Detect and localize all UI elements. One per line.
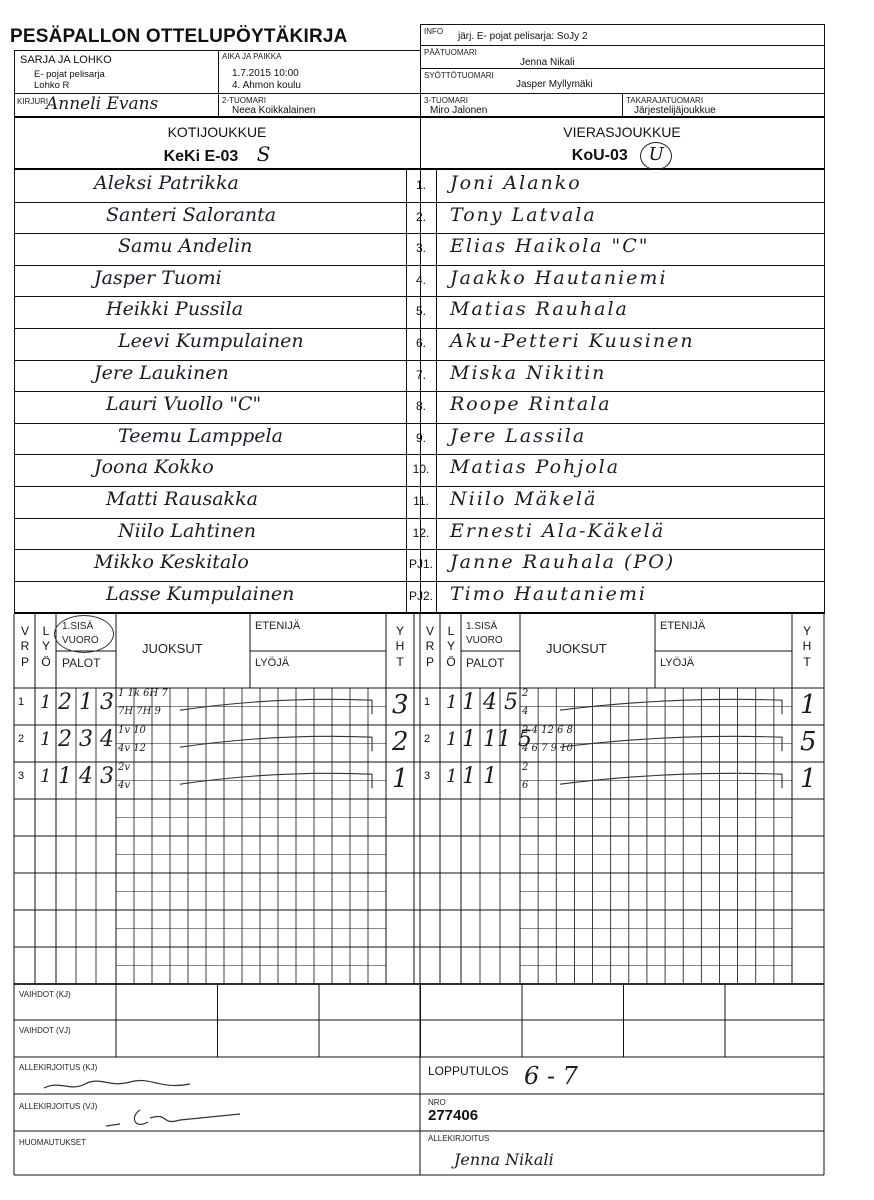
away-player-name: Joni Alanko — [450, 172, 582, 194]
paatuomari-label: PÄÄTUOMARI — [424, 48, 477, 57]
away-player-name: Timo Hautaniemi — [450, 582, 647, 605]
takara-label: TAKARAJATUOMARI — [626, 96, 704, 105]
home-player-name: Lasse Kumpulainen — [106, 582, 295, 605]
home-player-name: Aleksi Patrikka — [94, 172, 239, 194]
away-player-name: Jere Lassila — [450, 424, 587, 447]
home-period-notes-1: 1 1k 6H 7 — [118, 688, 168, 699]
away-player-name: Niilo Mäkelä — [450, 488, 598, 510]
home-player-name: Lauri Vuollo "C" — [106, 393, 262, 416]
nro-value: 277406 — [428, 1107, 479, 1124]
home-period-number: 3 — [18, 770, 25, 782]
away-period-total: 1 — [800, 764, 817, 794]
player-number: 7. — [415, 367, 426, 382]
sarja-value-1: E- pojat pelisarja — [34, 69, 105, 80]
home-col-p: P — [20, 655, 29, 669]
home-player-name: Jere Laukinen — [94, 361, 229, 384]
player-number: 5. — [415, 304, 426, 319]
signature-kj — [40, 1070, 200, 1096]
away-player-name: Tony Latvala — [450, 203, 597, 226]
signature-vj — [100, 1100, 260, 1134]
home-lyoja: LYÖJÄ — [255, 657, 290, 669]
home-period-notes-2: 4v 12 — [118, 743, 146, 754]
vaihdot-vj-label: VAIHDOT (VJ) — [19, 1026, 71, 1035]
home-etenija: ETENIJÄ — [255, 620, 301, 632]
home-team-mark: S — [256, 142, 271, 166]
player-number: PJ1. — [408, 557, 433, 572]
home-sisa-2: VUORO — [62, 635, 99, 646]
home-player-name: Matti Rausakka — [106, 488, 258, 510]
home-period-notes-1: 1v 10 — [118, 725, 146, 736]
home-player-name: Teemu Lamppela — [118, 424, 283, 447]
away-yht-y: Y — [802, 624, 811, 638]
home-yht-y: Y — [395, 624, 404, 638]
away-period-palot: 1 11 5 — [462, 727, 532, 752]
home-period-palot: 2 3 4 — [58, 727, 114, 752]
player-number: 4. — [415, 272, 426, 287]
player-number: 6. — [415, 336, 426, 350]
aika-value-2: 4. Ahmon koulu — [232, 80, 301, 91]
home-col-v: V — [20, 624, 29, 638]
away-sisa-1: 1.SISÄ — [466, 621, 498, 632]
tuomari2-value: Neea Koikkalainen — [232, 105, 316, 116]
away-period-ly: 1 — [446, 766, 458, 787]
away-col-y: Y — [446, 639, 455, 653]
away-col-p: P — [425, 655, 434, 669]
home-player-name: Niilo Lahtinen — [118, 519, 256, 542]
away-team-name: KoU-03 — [571, 147, 628, 164]
away-player-name: Jaakko Hautaniemi — [450, 266, 668, 289]
home-juoksut: JUOKSUT — [142, 641, 203, 656]
sarja-value-2: Lohko R — [34, 80, 70, 91]
away-period-ly: 1 — [446, 692, 458, 713]
away-col-v: V — [425, 624, 434, 638]
home-col-l: L — [42, 624, 50, 638]
paatuomari-value: Jenna Nikali — [520, 57, 575, 68]
syottotuomari-label: SYÖTTÖTUOMARI — [424, 71, 494, 80]
away-period-notes-1: 2 — [522, 688, 529, 699]
away-yht-t: T — [803, 655, 811, 669]
away-lyoja: LYÖJÄ — [660, 657, 695, 669]
away-player-name: Roope Rintala — [450, 393, 612, 416]
away-col-r: R — [425, 639, 435, 653]
away-period-notes-1: 2 — [522, 762, 529, 773]
away-period-notes-2: 4 — [522, 706, 529, 717]
away-period-ly: 1 — [446, 729, 458, 750]
home-period-ly: 1 — [40, 729, 52, 750]
home-player-name: Santeri Saloranta — [106, 203, 277, 226]
home-palot: PALOT — [62, 656, 101, 670]
kirjuri-value: Anneli Evans — [46, 94, 159, 114]
away-player-name: Ernesti Ala-Käkelä — [450, 519, 666, 542]
home-col-r: R — [20, 639, 30, 653]
away-team-mark: U — [640, 142, 672, 170]
syottotuomari-value: Jasper Myllymäki — [516, 79, 593, 90]
aika-label: AIKA JA PAIKKA — [222, 52, 282, 61]
player-number: 9. — [415, 430, 426, 445]
home-period-ly: 1 — [40, 692, 52, 713]
away-period-notes-2: 6 — [522, 780, 529, 791]
away-player-name: Janne Rauhala (PO) — [450, 551, 676, 574]
home-period-notes-1: 2v — [118, 762, 131, 773]
away-player-name: Miska Nikitin — [450, 361, 607, 384]
home-period-number: 1 — [18, 696, 25, 708]
tuomari3-value: Miro Jalonen — [430, 105, 488, 116]
home-period-total: 3 — [392, 690, 409, 720]
away-period-total: 5 — [800, 727, 817, 757]
home-player-name: Joona Kokko — [94, 456, 214, 479]
sarja-label: SARJA JA LOHKO — [20, 54, 112, 66]
player-number: PJ2. — [408, 588, 433, 603]
huomautukset-label: HUOMAUTUKSET — [19, 1138, 87, 1147]
kirjuri-label: KIRJURI — [17, 97, 49, 106]
away-palot: PALOT — [466, 656, 505, 670]
home-period-palot: 2 1 3 — [58, 690, 114, 715]
home-period-notes-2: 4v — [118, 780, 131, 791]
info-value: järj. E- pojat pelisarja: SoJy 2 — [458, 31, 588, 42]
vaihdot-kj-label: VAIHDOT (KJ) — [19, 990, 71, 999]
away-juoksut: JUOKSUT — [546, 641, 607, 656]
allekirjoitus-label: ALLEKIRJOITUS — [428, 1134, 490, 1143]
away-period-number: 1 — [424, 696, 431, 708]
home-period-ly: 1 — [40, 766, 52, 787]
home-player-name: Heikki Pussila — [106, 298, 244, 321]
away-etenija: ETENIJÄ — [660, 620, 706, 632]
away-team-label: VIERASJOUKKUE — [563, 124, 681, 140]
allekirjoitus-value: Jenna Nikali — [454, 1150, 554, 1169]
player-number: 12. — [412, 525, 430, 540]
lopputulos-label: LOPPUTULOS — [428, 1064, 509, 1078]
home-period-total: 1 — [392, 764, 409, 794]
page-title: PESÄPALLON OTTELUPÖYTÄKIRJA — [10, 26, 348, 47]
home-col-o: Ö — [41, 655, 51, 669]
away-period-number: 2 — [424, 733, 431, 745]
home-col-y: Y — [41, 639, 50, 653]
tuomari2-label: 2-TUOMARI — [222, 96, 266, 105]
away-player-name: Aku-Petteri Kuusinen — [450, 330, 695, 352]
lopputulos-value: 6 - 7 — [524, 1062, 578, 1090]
away-sisa-2: VUORO — [466, 635, 503, 646]
allekirjoitus-vj-label: ALLEKIRJOITUS (VJ) — [19, 1102, 98, 1111]
player-number: 8. — [415, 399, 426, 414]
home-period-palot: 1 4 3 — [58, 764, 114, 789]
away-period-notes-2: 4 6 7 9 10 — [522, 743, 573, 754]
away-period-notes-1: 2 4 12 6 8 — [522, 725, 573, 736]
home-player-name: Leevi Kumpulainen — [118, 330, 304, 352]
away-col-o: Ö — [446, 655, 456, 669]
home-player-name: Mikko Keskitalo — [94, 551, 249, 574]
player-number: 11. — [413, 494, 429, 508]
home-player-name: Samu Andelin — [118, 235, 253, 258]
home-period-total: 2 — [392, 727, 409, 757]
away-period-palot: 1 1 — [462, 764, 497, 789]
away-player-name: Matias Pohjola — [450, 456, 621, 479]
player-number: 3. — [415, 241, 426, 256]
home-yht-t: T — [396, 655, 404, 669]
home-period-number: 2 — [18, 733, 25, 745]
tuomari3-label: 3-TUOMARI — [424, 96, 468, 105]
away-period-palot: 1 4 5 — [462, 690, 518, 715]
player-number: 1. — [415, 178, 426, 192]
allekirjoitus-kj-label: ALLEKIRJOITUS (KJ) — [19, 1063, 98, 1072]
away-period-number: 3 — [424, 770, 431, 782]
home-yht-h: H — [395, 639, 405, 653]
home-period-notes-2: 7H 7H 9 — [118, 706, 161, 717]
aika-value-1: 1.7.2015 10:00 — [232, 68, 299, 79]
player-number: 10. — [412, 462, 430, 477]
home-team-label: KOTIJOUKKUE — [167, 124, 267, 140]
away-player-name: Matias Rauhala — [450, 298, 629, 321]
away-yht-h: H — [802, 639, 812, 653]
home-sisa-1: 1.SISÄ — [62, 621, 94, 632]
info-label: INFO — [424, 27, 444, 36]
away-period-total: 1 — [800, 690, 817, 720]
nro-label: NRO — [428, 1098, 446, 1107]
home-team-name: KeKi E-03 — [163, 148, 239, 165]
takara-value: Järjestelijäjoukkue — [634, 105, 716, 116]
home-player-name: Jasper Tuomi — [94, 266, 222, 289]
away-col-l: L — [447, 624, 455, 638]
player-number: 2. — [415, 209, 426, 224]
away-player-name: Elias Haikola "C" — [450, 235, 650, 258]
